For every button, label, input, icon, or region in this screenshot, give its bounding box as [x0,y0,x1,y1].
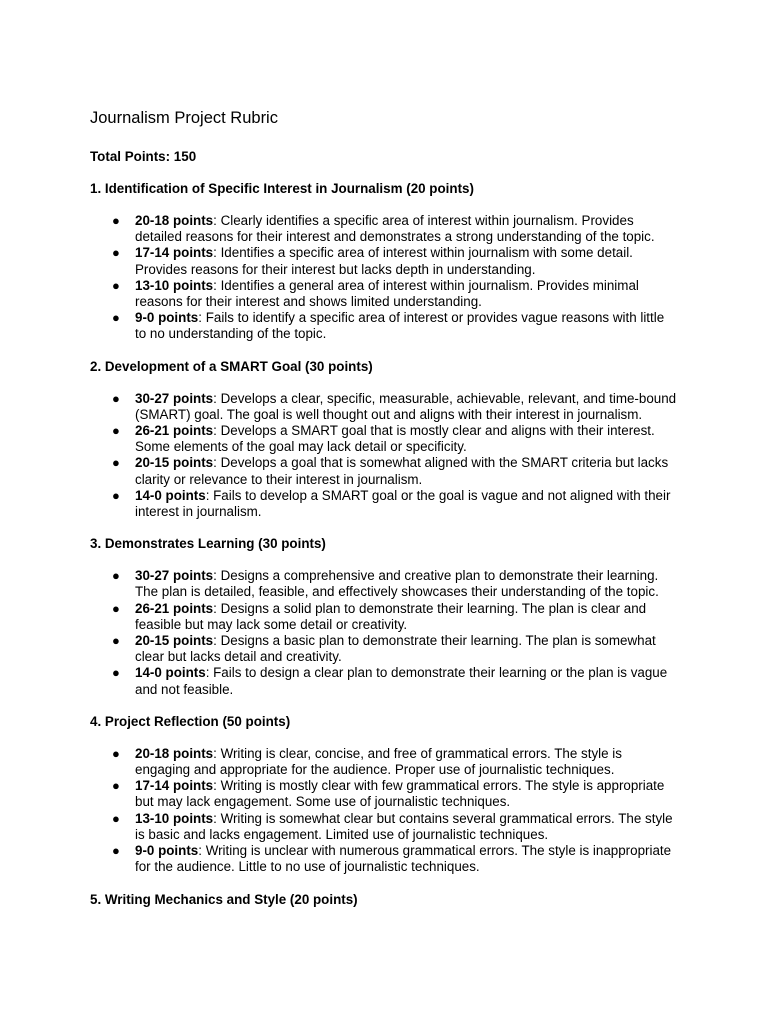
criteria-description: : Writing is somewhat clear but contains several grammatical errors. The style is basic and lacks engagement. Limited use of journalistic techniques. [135,810,673,842]
criteria-item [90,843,678,875]
bullet-icon: ● [112,487,120,503]
section-heading: 5. Writing Mechanics and Style (20 points) [90,891,358,907]
points-range: 30-27 points [135,390,214,406]
rubric-section [90,714,678,876]
bullet-icon: ● [112,455,120,471]
section-heading: 3. Demonstrates Learning (30 points) [90,536,326,552]
points-range: 17-14 points [135,245,214,261]
points-range: 20-18 points [135,213,214,228]
section-heading: 1. Identification of Specific Interest in Journalism (20 points) [90,181,474,196]
bullet-icon: ● [112,390,120,406]
criteria-description: : Clearly identifies a specific area of interest within journalism. Provides detailed reasons for their interest and demonstrates a strong understanding of the topic. [135,213,655,245]
points-range: 17-14 points [135,778,214,794]
criteria-item [90,665,678,697]
points-range: 9-0 points [135,843,199,859]
bullet-icon: ● [112,310,120,326]
total-points: Total Points: 150 [90,149,197,164]
bullet-icon: ● [112,423,120,439]
criteria-item [90,633,678,665]
criteria-description: : Designs a basic plan to demonstrate their learning. The plan is somewhat clear but lacks detail and creativity. [135,633,656,665]
section-heading: 2. Development of a SMART Goal (30 points) [90,358,373,374]
points-range: 13-10 points [135,277,214,293]
criteria-description: : Develops a clear, specific, measurable, achievable, relevant, and time-bound (SMART) goal. The goal is well thought out and aligns with their interest in journalism. [135,390,677,422]
section-heading: 4. Project Reflection (50 points) [90,713,291,729]
points-range: 14-0 points [135,665,206,681]
bullet-icon: ● [112,213,120,228]
points-range: 20-18 points [135,745,214,761]
criteria-item [90,213,678,245]
points-range: 30-27 points [135,568,214,584]
bullet-icon: ● [112,568,120,584]
criteria-description: : Designs a solid plan to demonstrate their learning. The plan is clear and feasible but may lack some detail or creativity. [135,600,647,632]
rubric-section [90,181,678,343]
bullet-icon: ● [112,245,120,261]
criteria-item [90,811,678,843]
criteria-item [90,601,678,633]
criteria-description: : Writing is clear, concise, and free of grammatical errors. The style is engaging and appropriate for the audience. Proper use of journalistic techniques. [135,745,622,778]
rubric-section [90,536,678,698]
bullet-icon: ● [112,600,120,616]
criteria-description: : Identifies a general area of interest within journalism. Provides minimal reasons for their interest and shows limited understanding. [135,277,639,310]
criteria-list [90,568,678,698]
rubric-sections [90,181,678,908]
criteria-item [90,310,678,342]
criteria-description: : Develops a SMART goal that is mostly clear and aligns with their interest. Some elements of the goal may lack detail or specificity. [135,423,655,455]
points-range: 14-0 points [135,487,206,503]
points-range: 26-21 points [135,423,214,439]
rubric-section [90,892,678,908]
points-range: 9-0 points [135,310,199,326]
points-range: 26-21 points [135,600,214,616]
criteria-item [90,778,678,810]
rubric-section [90,359,678,521]
criteria-item [90,391,678,423]
bullet-icon: ● [112,778,120,794]
bullet-icon: ● [112,745,120,761]
criteria-description: : Writing is unclear with numerous grammatical errors. The style is inappropriate for the audience. Little to no use of journalistic techniques. [135,843,672,875]
document-title: Journalism Project Rubric [90,109,278,127]
bullet-icon: ● [112,843,120,859]
criteria-list [90,746,678,876]
criteria-description: : Designs a comprehensive and creative plan to demonstrate their learning. The plan is detailed, feasible, and effectively showcases their understanding of the topic. [135,568,659,600]
criteria-item [90,488,678,520]
criteria-description: : Identifies a specific area of interest within journalism with some detail. Provides reasons for their interest but lacks depth in understanding. [135,245,633,277]
criteria-item [90,245,678,277]
bullet-icon: ● [112,810,120,826]
points-range: 20-15 points [135,633,214,649]
bullet-icon: ● [112,633,120,649]
points-range: 20-15 points [135,455,214,471]
criteria-description: : Writing is mostly clear with few grammatical errors. The style is appropriate but may lack engagement. Some use of journalistic techniques. [135,778,665,810]
criteria-description: : Fails to develop a SMART goal or the goal is vague and not aligned with their interest in journalism. [135,487,671,520]
bullet-icon: ● [112,277,120,293]
bullet-icon: ● [112,665,120,681]
criteria-item [90,455,678,487]
points-range: 13-10 points [135,810,214,826]
criteria-item [90,746,678,778]
criteria-item [90,568,678,600]
criteria-list [90,213,678,343]
criteria-description: : Fails to identify a specific area of interest or provides vague reasons with little to no understanding of the topic. [135,310,665,342]
criteria-list [90,391,678,521]
criteria-description: : Fails to design a clear plan to demonstrate their learning or the plan is vague and not feasible. [135,665,668,697]
criteria-item [90,423,678,455]
criteria-item [90,278,678,310]
criteria-description: : Develops a goal that is somewhat aligned with the SMART criteria but lacks clarity or relevance to their interest in journalism. [135,455,669,487]
